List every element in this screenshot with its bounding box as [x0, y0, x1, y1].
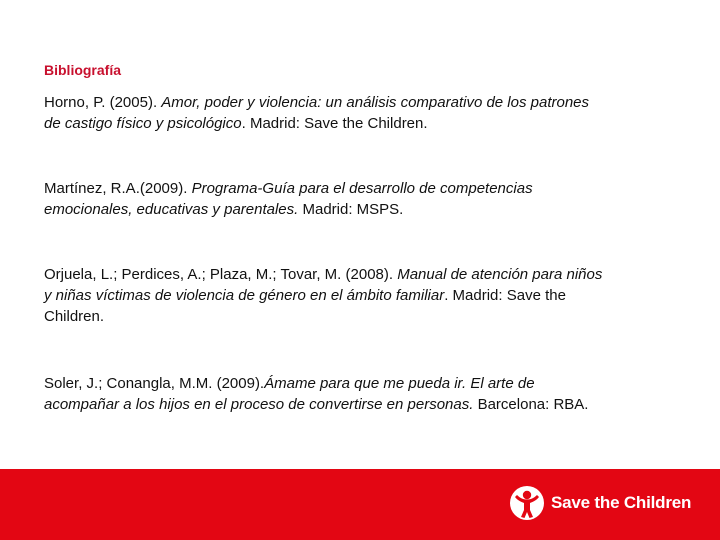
bibliography-entry [44, 264, 604, 327]
entry-publisher: Barcelona: RBA. [473, 396, 589, 413]
save-the-children-logo [509, 482, 691, 524]
entry-work-title: Amor, poder y violencia: un análisis comparativo de los patrones de castigo físico y psicológico [44, 94, 590, 132]
bibliography-entry [44, 373, 604, 415]
entry-work-title: Programa-Guía para el desarrollo de competencias emocionales, educativas y parentales. [44, 180, 533, 218]
entry-work-title: Manual de atención para niños y niñas víctimas de violencia de género en el ámbito familiar [44, 266, 603, 304]
entry-publisher: . Madrid: Save the Children. [44, 287, 566, 325]
entry-authors: Martínez, R.A.(2009). [44, 180, 192, 197]
bibliography-entry [44, 92, 604, 134]
child-figure-icon [509, 484, 545, 522]
page-title: Bibliografía [44, 62, 122, 78]
entry-authors: Horno, P. (2005). [44, 94, 162, 111]
entry-publisher: . Madrid: Save the Children. [241, 115, 428, 132]
entry-work-title: Ámame para que me pueda ir. El arte de acompañar a los hijos en el proceso de convertirse en personas. [44, 375, 535, 413]
entry-authors: Soler, J.; Conangla, M.M. (2009). [44, 375, 265, 392]
brand-name: Save the Children [551, 493, 692, 512]
entry-authors: Orjuela, L.; Perdices, A.; Plaza, M.; Tovar, M. (2008). [44, 266, 398, 283]
entry-publisher: Madrid: MSPS. [298, 201, 404, 218]
bibliography-entry [44, 178, 604, 220]
